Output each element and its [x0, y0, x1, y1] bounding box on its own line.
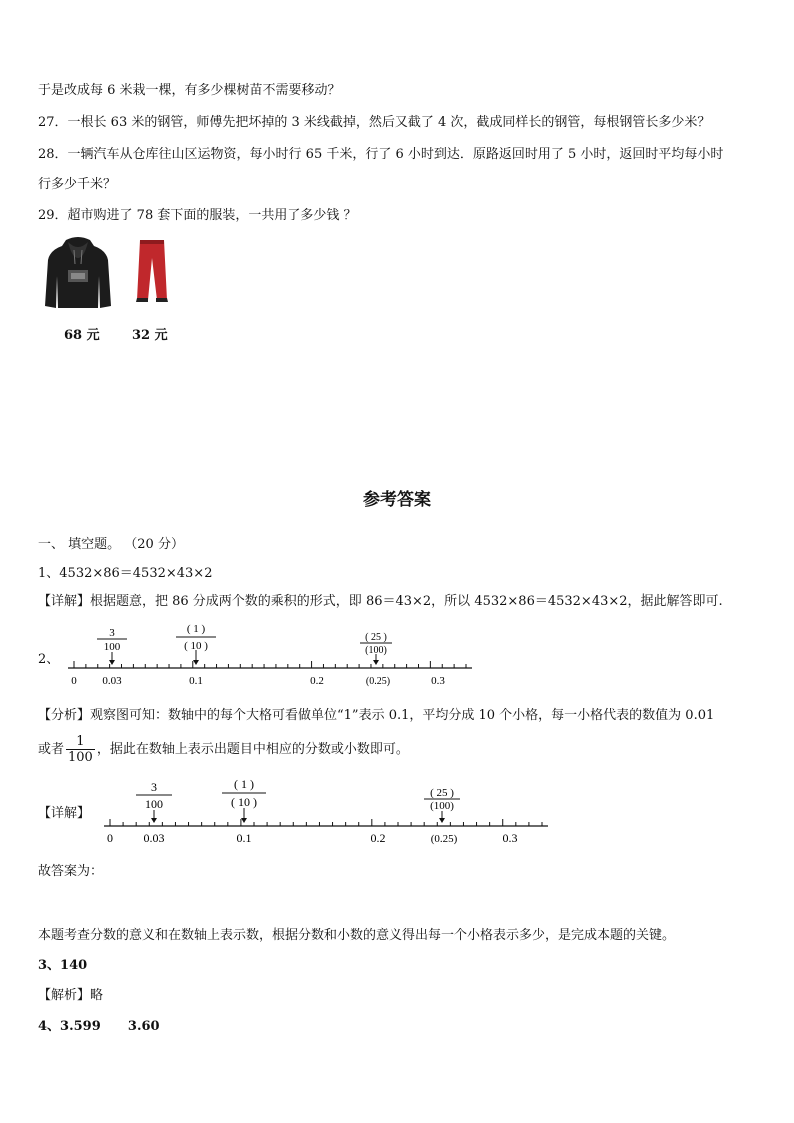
answer2-label: 2、 [38, 652, 60, 667]
svg-text:(100): (100) [365, 645, 387, 656]
svg-text:0.2: 0.2 [370, 831, 386, 845]
fraction-3-100-detail [136, 780, 172, 811]
fraction-3-100 [97, 627, 127, 653]
analysis-prefix: 或者 [38, 742, 65, 757]
svg-text:( 1 ): ( 1 ) [234, 777, 254, 791]
fraction-1-100: $\frac{1}{100}$ [68, 734, 93, 765]
svg-text:3: 3 [109, 627, 115, 639]
number-line-1-ticks [74, 661, 466, 668]
q28-line1: 28．一辆汽车从仓库往山区运物资，每小时行 65 千米，行了 6 小时到达．原路返回时用了 5 小时，返回时平均每小时 [38, 147, 724, 162]
q28-line2: 行多少千米？ [38, 177, 117, 192]
q26-tail: 于是改成每 6 米栽一棵，有多少棵树苗不需要移动？ [38, 83, 341, 98]
number-line-2-ticks [110, 819, 542, 826]
hoodie-price: 68 元 [64, 328, 100, 343]
fraction-1-10-detail [222, 777, 266, 809]
q29: 29．超市购进了 78 套下面的服装，一共用了多少钱 ？ [38, 208, 357, 223]
analysis-suffix: ，据此在数轴上表示出题目中相应的分数或小数即可。 [96, 742, 409, 757]
svg-text:0.1: 0.1 [189, 675, 203, 687]
svg-text:( 1 ): ( 1 ) [186, 623, 206, 635]
fraction-1-10 [176, 623, 216, 652]
answer1: 1、4532×86＝4532×43×2 [38, 566, 213, 581]
svg-text:( 25 ): ( 25 ) [365, 632, 387, 643]
answer2-conclusion: 故答案为： [38, 864, 104, 879]
svg-text:0: 0 [107, 831, 113, 845]
svg-text:0.03: 0.03 [143, 831, 165, 845]
svg-text:(0.25): (0.25) [365, 676, 391, 687]
pants-image [134, 238, 170, 304]
answer4: 4、3.599 3.60 [38, 1019, 160, 1034]
q27: 27．一根长 63 米的钢管，师傅先把坏掉的 3 米线截掉，然后又截了 4 次，截成同样长的钢管，每根钢管长多少米？ [38, 115, 711, 130]
hoodie-image [44, 236, 112, 310]
number-line-2 [96, 776, 556, 850]
answer2-analysis-line1: 【分析】观察图可知：数轴中的每个大格可看做单位“1”表示 0.1，平均分成 10 个小格，每一小格代表的数值为 0.01 [38, 708, 715, 723]
svg-text:(100): (100) [430, 800, 454, 812]
svg-text:0.1: 0.1 [236, 831, 252, 845]
fraction-25-100-detail [424, 787, 460, 812]
svg-text:0.3: 0.3 [431, 675, 445, 687]
number-line-1 [60, 622, 480, 692]
fraction-25-100 [360, 632, 392, 656]
svg-text:100: 100 [145, 797, 163, 811]
svg-text:0.2: 0.2 [310, 675, 324, 687]
svg-text:0.03: 0.03 [102, 675, 122, 687]
answer2-analysis-line2 [38, 734, 409, 765]
answers-title: 参考答案 [363, 490, 431, 510]
answer3: 3、140 [38, 958, 88, 973]
answer1-detail: 【详解】根据题意，把 86 分成两个数的乘积的形式，即 86＝43×2，所以 4532×86＝4532×43×2，据此解答即可. [38, 594, 723, 609]
svg-text:( 10 ): ( 10 ) [231, 795, 257, 809]
section1-heading: 一、 填空题。 （20 分） [38, 537, 184, 552]
answer2-summary: 本题考查分数的意义和在数轴上表示数，根据分数和小数的意义得出每一个小格表示多少，是完成本题的关键。 [38, 928, 676, 943]
svg-text:3: 3 [151, 780, 157, 794]
svg-text:( 10 ): ( 10 ) [184, 640, 208, 652]
answer3-analysis: 【解析】略 [38, 988, 104, 1003]
svg-text:(0.25): (0.25) [430, 833, 458, 845]
svg-text:0: 0 [71, 675, 77, 687]
svg-text:100: 100 [103, 641, 121, 653]
pants-price: 32 元 [132, 328, 168, 343]
svg-text:( 25 ): ( 25 ) [430, 787, 454, 799]
answer2-detail-label: 【详解】 [38, 806, 91, 821]
svg-text:0.3: 0.3 [502, 831, 518, 845]
